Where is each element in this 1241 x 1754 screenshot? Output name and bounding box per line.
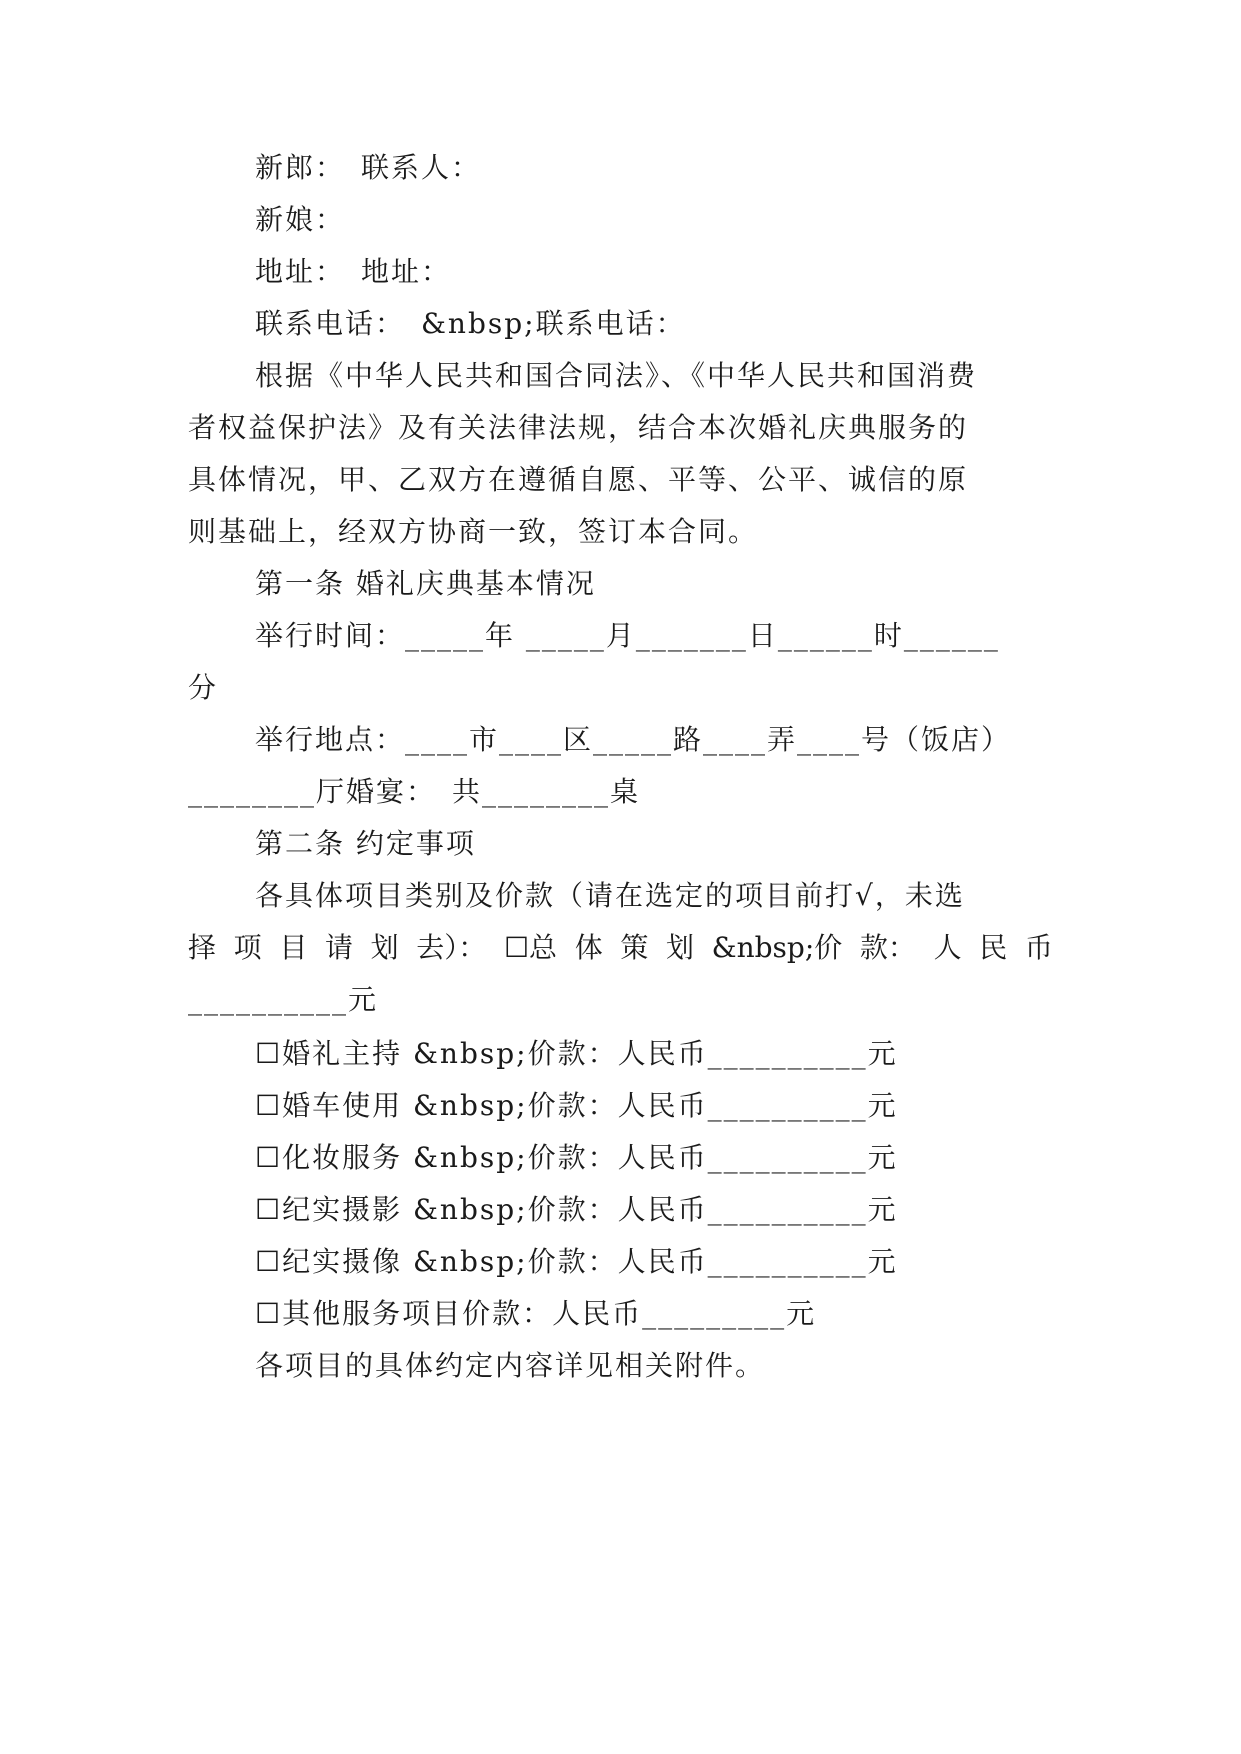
overall-planning-line [188, 928, 1053, 968]
justified-part: 策 [620, 931, 649, 964]
ceremony-place-line: 举行地点：____市____区_____路____弄____号（饭店） [255, 723, 1012, 756]
justified-part: 划 [666, 931, 695, 964]
justified-part: 去）： [416, 931, 487, 964]
justified-part: 民 [979, 931, 1008, 964]
banquet-line: ________厅婚宴： 共________桌 [188, 775, 641, 808]
item-video-line: ☐纪实摄像 &nbsp;价款：人民币__________元 [255, 1245, 898, 1278]
justified-part: 款： [859, 931, 916, 964]
groom-contact-line: 新郎： 联系人： [255, 151, 482, 184]
article-2-heading: 第二条 约定事项 [255, 827, 476, 860]
preamble-line-4: 则基础上，经双方协商一致，签订本合同。 [188, 515, 759, 548]
phone-line: 联系电话： &nbsp;联系电话： [255, 307, 686, 340]
item-other-line: ☐其他服务项目价款：人民币_________元 [255, 1297, 817, 1330]
justified-part: ☐总 [503, 931, 558, 964]
item-host-line: ☐婚礼主持 &nbsp;价款：人民币__________元 [255, 1037, 898, 1070]
address-line: 地址： 地址： [255, 255, 452, 288]
article-1-heading: 第一条 婚礼庆典基本情况 [255, 567, 596, 600]
justified-part: 币 [1024, 931, 1053, 964]
overall-planning-price: __________元 [188, 983, 379, 1016]
justified-part: &nbsp;价 [711, 931, 843, 964]
ceremony-time-line: 举行时间：_____年 _____月_______日______时______ [255, 619, 1000, 652]
attachment-note-line: 各项目的具体约定内容详见相关附件。 [255, 1349, 766, 1382]
preamble-line-3: 具体情况，甲、乙双方在遵循自愿、平等、公平、诚信的原 [188, 463, 969, 496]
justified-part: 择 [188, 931, 217, 964]
justified-part: 目 [279, 931, 308, 964]
justified-part: 项 [233, 931, 262, 964]
item-photo-line: ☐纪实摄影 &nbsp;价款：人民币__________元 [255, 1193, 898, 1226]
preamble-line-2: 者权益保护法》及有关法律法规，结合本次婚礼庆典服务的 [188, 411, 969, 444]
ceremony-time-minute: 分 [188, 671, 219, 704]
preamble-line-1: 根据《中华人民共和国合同法》、《中华人民共和国消费 [255, 359, 978, 392]
justified-part: 划 [370, 931, 399, 964]
justified-part: 请 [324, 931, 353, 964]
justified-part: 体 [574, 931, 603, 964]
justified-part: 人 [933, 931, 962, 964]
items-intro-line: 各具体项目类别及价款（请在选定的项目前打√，未选 [255, 879, 965, 912]
item-car-line: ☐婚车使用 &nbsp;价款：人民币__________元 [255, 1089, 898, 1122]
item-makeup-line: ☐化妆服务 &nbsp;价款：人民币__________元 [255, 1141, 898, 1174]
bride-line: 新娘： [255, 203, 346, 236]
